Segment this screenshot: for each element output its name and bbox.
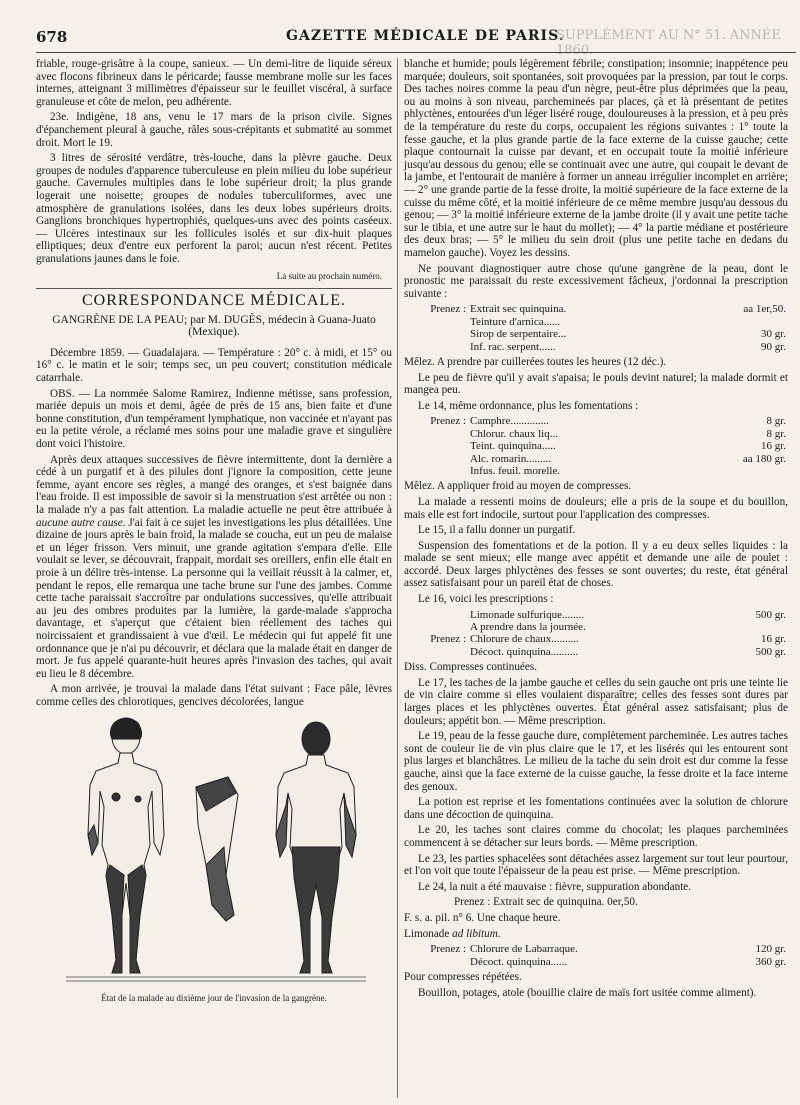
quantity: 360 gr. (755, 955, 786, 968)
header-rule (36, 52, 796, 53)
prescription-3 (404, 609, 788, 659)
paragraph: friable, rouge-grisâtre à la coupe, sanieux. — Un demi-litre de liquide séreux avec flocons fibrineux dans le péricarde; fausse membrane molle sur les faces internes, atteignant 3 millimètres d'épaisseur sur le feuillet viscéral, à surface granuleuse et côte de melon, peu adhérente. (36, 58, 392, 108)
paragraph: Le 23, les parties sphacelées sont détachées assez largement sur tout leur pourtour, et l'on voit que toute l'épaisseur de la peau est prise. — Même prescription. (404, 852, 788, 878)
quantity: 90 gr. (760, 340, 786, 353)
ingredient: Décoct. quinquina...... (470, 955, 568, 968)
paragraph: Le 20, les taches sont claires comme du chocolat; les plaques parcheminées commencent à se détacher sur leurs bords. — Même prescription. (404, 824, 788, 849)
ingredient: Teint. quinquina..... (470, 440, 556, 453)
prescription-prefix: Prenez : (430, 415, 466, 428)
ingredient: Teinture d'arnica...... (470, 315, 561, 328)
prescription-line: F. s. a. pil. n° 6. Une chaque heure. (404, 911, 561, 924)
prescription-line (404, 928, 788, 941)
text-run: Après deux attaques successives de fièvre intermittente, dont la dernière a cédé à un purgatif et à des pilules dont j'ignore la composition, cette jeune femme, ayant encore ses règles, a mangé des oranges, et s'est baignée dans l'eau froide. Il est impossible de savoir si la menstruation s'est arrêtée ou non : la malade n'y a pas fait attention. La maladie actuelle ne peut être attribuée à (36, 453, 392, 516)
paragraph (36, 454, 392, 681)
prescription-prefix (404, 646, 468, 658)
ingredient: A prendre dans la journée. (470, 621, 586, 634)
quantity: 16 gr. (760, 633, 786, 646)
ingredient: Chlorure de Labarraque. (470, 943, 578, 956)
emphasis: aucune autre cause (36, 516, 123, 529)
paragraph: 3 litres de sérosité verdâtre, très-louche, dans la plèvre gauche. Deux groupes de nodules d'apparence tuberculeuse en plein milieu du lobe supérieur gauche. Cavernules multiples dans le lobe supérieur droit; la plus grande logerait une noisette; groupes de nodules tuberculiformes, avec une atmosphère de granulations isolées, dans les deux lobes supérieurs droits. Ganglions bronchiques hypertrophiés, quelques-uns avec des points caséeux. — Ulcères intestinaux sur les follicules isolés et sur dix-huit plaques elliptiques; deux d'entre eux perforent la paroi; aucun n'est récent. Petites granulations jaunes dans le foie. (36, 152, 392, 265)
patient-front-view (88, 718, 164, 973)
ingredient: Alc. romarin......... (470, 452, 551, 465)
prescription-row (404, 316, 788, 328)
quantity: aa 1er,50. (743, 303, 786, 316)
paragraph: Pour compresses répétées. (404, 970, 522, 983)
prescription-prefix (404, 956, 468, 968)
quantity: 8 gr. (766, 415, 786, 428)
prescription-row (404, 646, 788, 658)
observation-paragraph: OBS. — La nommée Salome Ramirez, Indienne métisse, sans profession, mariée depuis un mois et demi, âgée de près de 15 ans, bien faite et d'une bonne constitution, d'un tempérament lymphatique, non vaccinée et n'ayant pas eu la petite vérole, a réclamé mes soins pour une maladie grave et singulière dont voici l'histoire. (36, 387, 392, 451)
prescription-row (404, 621, 788, 633)
figure-caption: État de la malade au dixième jour de l'invasion de la gangrène. (101, 992, 327, 1003)
prescription-row (404, 633, 788, 645)
quantity: 16 gr. (760, 440, 786, 453)
patient-back-view (276, 722, 356, 973)
paragraph: Le 16, voici les prescriptions : (418, 593, 554, 606)
quantity: 120 gr. (755, 943, 786, 956)
prescription-prefix: Prenez : (430, 943, 466, 956)
paragraph: Le 17, les taches de la jambe gauche et celles du sein gauche ont pris une teinte lie de vin claire comme si elles voulaient disparaître; celles des fesses sont dures par larges places et les phlyctènes ouvertes. État général assez satisfaisant; plus de douleurs; appétit bon. — Même prescription. (404, 676, 788, 727)
ingredient: Extrait sec quinquina. (470, 303, 567, 316)
ingredient: Limonade sulfurique........ (470, 608, 584, 621)
prescription-1 (404, 303, 788, 353)
figure (36, 715, 392, 1005)
paragraph: Le peu de fièvre qu'il y avait s'apaisa; le pouls devint naturel; la malade dormit et mangea peu. (404, 371, 788, 397)
paragraph: 23e. Indigène, 18 ans, venu le 17 mars de la prison civile. Signes d'épanchement pleural à gauche, râles sous-crépitants et submatité au sommet droit. Mort le 19. (36, 111, 392, 149)
prescription-row (404, 609, 788, 621)
ingredient: Camphre.............. (470, 415, 549, 428)
quantity (716, 621, 788, 633)
section-title: CORRESPONDANCE MÉDICALE. (81, 292, 346, 310)
ingredient: Chlorur. chaux liq... (470, 427, 558, 440)
prescription-2 (404, 415, 788, 477)
page-number: 678 (36, 28, 68, 46)
quantity: 8 gr. (766, 427, 786, 440)
paragraph: Suspension des fomentations et de la potion. Il y a eu deux selles liquides : la malade se sent mieux; elle mange avec appétit et demande une aile de poulet : accordé. Deux larges phlyctènes des fesses se sont ouvertes; du reste, état général assez satisfaisant pour un pareil état de choses. (404, 539, 788, 590)
prescription-row (404, 943, 788, 955)
quantity (686, 316, 788, 328)
left-column (36, 58, 392, 1098)
paragraph: blanche et humide; pouls légèrement fébrile; constipation; insomnie; inappétence peu marquée; douleurs, soit spontanées, soit provoquées par la pression, par tout le corps. Des taches noires comme la peau d'un nègre, peut-être plus déprimées que la peau, ou au moins à son niveau, parchemineés par places, çà et là présentant de petites phlyctènes, entourées d'un léger liséré rouge, douloureuses à la pression, et à peu près de la température du reste du corps, occupaient les régions suivantes : 1° toute la fesse gauche, et la plus grande partie de la face externe de la cuisse gauche; cette plaque contournait la cuisse par devant, et en occupait toute la moitié inférieure jusqu'au dessous du genou; elle se continuait avec une autre, qui coupait le devant de la jambe, et l'entourait de manière à former un anneau irrégulier incomplet en arrière; — 2° une grande partie de la fesse droite, la moitié supérieure de la face externe de la cuisse du même côté, et la moitié inférieure de ce même membre jusqu'au dessous du genou; — 3° la moitié inférieure externe de la jambe droite (il y avait une petite tache sur le tibia, et une autre sur le haut du mollet); — 4° la partie médiane et postérieure des deux bras; — 5° le milieu du sein droit (plus une petite tache en dedans du mamelon gauche). Voyez les dessins. (404, 58, 788, 259)
prescription-prefix: Prenez : (430, 633, 466, 646)
quantity: aa 180 gr. (742, 452, 786, 465)
prescription-row (404, 303, 788, 315)
ingredient: Décoct. quinquina.......... (470, 645, 579, 658)
figure-illustration (36, 715, 392, 985)
prescription-line: Prenez : Extrait sec de quinquina. 0er,50. (454, 896, 638, 909)
paragraph: Le 14, même ordonnance, plus les fomentations : (418, 399, 639, 412)
prescription-row (404, 428, 788, 440)
prescription-row (404, 956, 788, 968)
quantity: 30 gr. (760, 328, 786, 341)
text-run: . J'ai fait à ce sujet les investigations les plus détaillées. Une dizaine de jours après le bain froid, la malade se coucha, eut un peu de malaise et un léger frisson. Vers minuit, une grande agitation s'empara d'elle. Elle voulait se lever, se découvrait, frappait, mordait ses oreillers, enfin elle était en proie à un délire très-intense. La personne qui la veillait réussit à la calmer, et, pendant le repos, elle remarqua une tache brune sur l'une des jambes. Comme cette tache paraissait s'accroître par ondulations successives, qu'elle attribuait au jeu des ombres produites par la lumière, la garde-malade s'approcha davantage, et s'aperçut que c'étaient bien réellement des taches qui noircissaient et grandissaient à vue d'œil. Le médecin qui fut appelé fit une ordonnance que je n'ai pu découvrir, et déclara que la malade était en danger de mort. Je fus appelé quarante-huit heures après l'invasion des taches, qui avait eu lieu le 8 décembre. (36, 516, 392, 680)
prescription-prefix (404, 609, 468, 621)
running-head (36, 28, 796, 58)
article-title: GANGRÈNE DE LA PEAU; par M. DUGÈS, médecin à Guana-Juato (Mexique). (52, 313, 376, 339)
continuation-note: La suite au prochain numéro. (276, 270, 382, 281)
prescription-row (404, 341, 788, 353)
ingredient: Sirop de serpentaire... (470, 328, 567, 341)
paragraph: La potion est reprise et les fomentations continuées avec la solution de chlorure dans une décoction de quinquina. (404, 796, 788, 821)
bleed-through-text: SUPPLÉMENT AU N° 51. ANNÉE 1860. (556, 28, 781, 58)
text-run: Limonade (404, 927, 453, 940)
paragraph: Décembre 1859. — Guadalajara. — Température : 20° c. à midi, et 15° ou 16° c. le matin et le soir; temps sec, un peu couvert; constitution médicale catarrhale. (36, 346, 392, 385)
quantity: 500 gr. (755, 645, 786, 658)
paragraph: Le 19, peau de la fesse gauche dure, complètement parcheminée. Les autres taches sont de couleur lie de vin plus claire que le 17, et les lisérés qui les entourent sont plus larges et blanchâtres. Le milieu de la tache du sein droit est dur comme la fesse gauche, ainsi que la face externe de la cuisse gauche, la fesse droite et la face interne des genoux. (404, 730, 788, 793)
journal-title: GAZETTE MÉDICALE DE PARIS. (286, 28, 565, 44)
ingredient: Inf. rac. serpent...... (470, 340, 556, 353)
quantity (681, 465, 788, 477)
paragraph: A mon arrivée, je trouvai la malade dans l'état suivant : Face pâle, lèvres comme celles des chlorotiques, gencives décolorées, langue (36, 683, 392, 708)
prescription-note: Diss. Compresses continuées. (404, 661, 537, 674)
paragraph: Bouillon, potages, atole (bouillie claire de maïs fort usitée comme aliment). (418, 986, 757, 999)
prescription-row (404, 328, 788, 340)
quantity: 500 gr. (755, 608, 786, 621)
column-divider (397, 58, 398, 1098)
paragraph: Ne pouvant diagnostiquer autre chose qu'une gangrène de la peau, dont le pronostic me paraissait du reste excessivement fâcheux, j'ordonnai la prescription suivante : (404, 262, 788, 300)
section-rule (36, 288, 392, 289)
prescription-prefix (404, 621, 468, 633)
prescription-4 (404, 943, 788, 968)
prescription-row (404, 415, 788, 427)
prescription-row (404, 453, 788, 465)
emphasis: ad libitum. (452, 927, 501, 940)
right-column (404, 58, 788, 1098)
ingredient: Chlorure de chaux.......... (470, 633, 579, 646)
paragraph: Le 15, il a fallu donner un purgatif. (418, 524, 576, 537)
paragraph: Le 24, la nuit a été mauvaise : fièvre, suppuration abondante. (418, 880, 692, 893)
ground-hatching (66, 977, 366, 981)
ingredient: Infus. feuil. morelle. (470, 464, 561, 477)
prescription-prefix: Prenez : (430, 303, 466, 316)
prescription-row (404, 440, 788, 452)
prescription-note: Mêlez. A appliquer froid au moyen de compresses. (404, 480, 632, 493)
leg-detail-view (196, 777, 238, 921)
paragraph: La malade a ressenti moins de douleurs; elle a pris de la soupe et du bouillon, mais elle est fort indocile, surtout pour l'application des compresses. (404, 495, 788, 521)
prescription-note: Mêlez. A prendre par cuillerées toutes les heures (12 déc.). (404, 355, 667, 368)
prescription-row (404, 465, 788, 477)
